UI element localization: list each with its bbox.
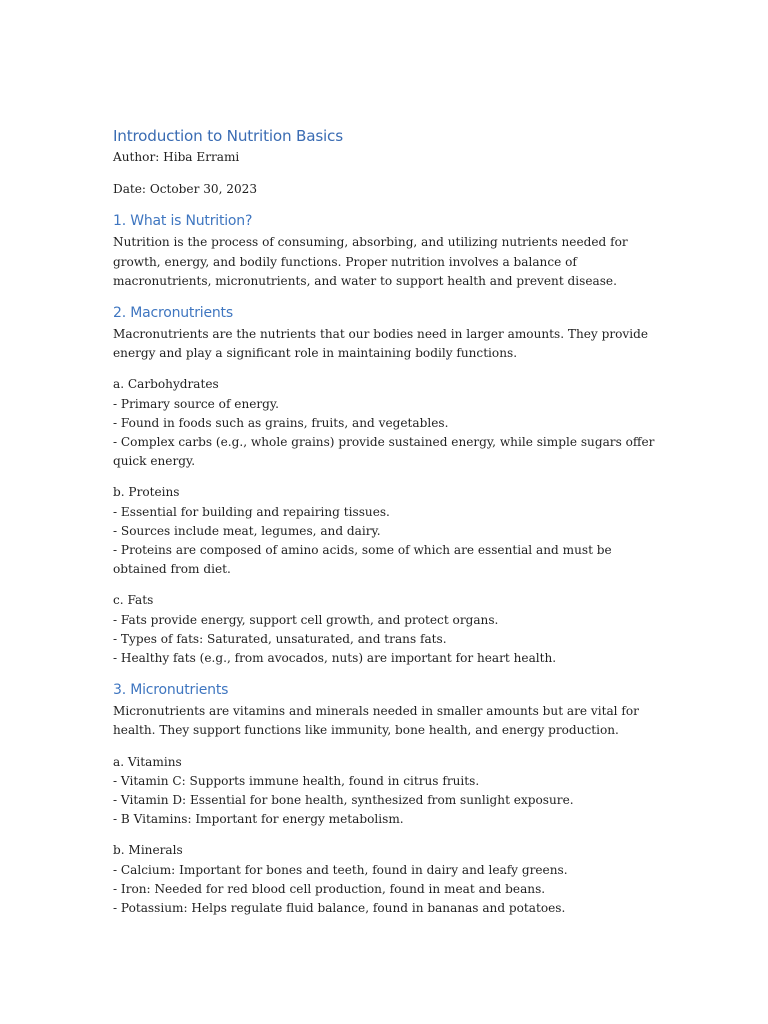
author-line: Author: Hiba Errami: [113, 150, 240, 164]
list-item: - Vitamin C: Supports immune health, found in citrus fruits.: [113, 773, 480, 788]
document-page: [113, 126, 658, 930]
date-line: Date: October 30, 2023: [113, 182, 258, 197]
list-item: - Primary source of energy.: [113, 396, 279, 411]
list-item: - Found in foods such as grains, fruits, and vegetables.: [113, 415, 449, 430]
list-item: - Essential for building and repairing tissues.: [113, 504, 390, 519]
group-title: b. Proteins: [113, 485, 180, 500]
document-title: Introduction to Nutrition Basics: [113, 127, 343, 145]
list-item: - Calcium: Important for bones and teeth, found in dairy and leafy greens.: [113, 862, 568, 877]
list-item: - Types of fats: Saturated, unsaturated, and trans fats.: [113, 631, 447, 646]
section-heading-macronutrients: 2. Macronutrients: [113, 305, 233, 322]
micronutrient-group-minerals: [113, 841, 658, 918]
macronutrient-group-carbohydrates: [113, 375, 658, 471]
list-item: - Healthy fats (e.g., from avocados, nuts) are important for heart health.: [113, 651, 557, 666]
list-item: - Iron: Needed for red blood cell production, found in meat and beans.: [113, 881, 546, 896]
group-title: a. Carbohydrates: [113, 377, 219, 392]
macronutrient-group-fats: [113, 591, 658, 668]
list-item: - Proteins are composed of amino acids, some of which are essential and must be obtained from diet.: [113, 543, 612, 577]
list-item: - Complex carbs (e.g., whole grains) provide sustained energy, while simple sugars offer quick energy.: [113, 435, 655, 469]
section-paragraph-micronutrients: Micronutrients are vitamins and minerals needed in smaller amounts but are vital for health. They support functions like immunity, bone health, and energy production.: [113, 704, 639, 738]
section-paragraph-what-is-nutrition: Nutrition is the process of consuming, absorbing, and utilizing nutrients needed for growth, energy, and bodily functions. Proper nutrition involves a balance of macronutrients, micronutrients, and water to support health and prevent disease.: [113, 235, 628, 288]
list-item: - B Vitamins: Important for energy metabolism.: [113, 812, 404, 827]
group-title: b. Minerals: [113, 843, 183, 858]
group-title: c. Fats: [113, 593, 154, 608]
list-item: - Vitamin D: Essential for bone health, synthesized from sunlight exposure.: [113, 793, 574, 808]
list-item: - Fats provide energy, support cell growth, and protect organs.: [113, 612, 499, 627]
list-item: - Sources include meat, legumes, and dairy.: [113, 523, 381, 538]
section-heading-what-is-nutrition: 1. What is Nutrition?: [113, 213, 253, 230]
section-paragraph-macronutrients: Macronutrients are the nutrients that our bodies need in larger amounts. They provide energy and play a significant role in maintaining bodily functions.: [113, 327, 649, 361]
list-item: - Potassium: Helps regulate fluid balance, found in bananas and potatoes.: [113, 901, 566, 916]
macronutrient-group-proteins: [113, 483, 658, 579]
micronutrient-group-vitamins: [113, 753, 658, 830]
section-heading-micronutrients: 3. Micronutrients: [113, 682, 229, 699]
group-title: a. Vitamins: [113, 754, 182, 769]
